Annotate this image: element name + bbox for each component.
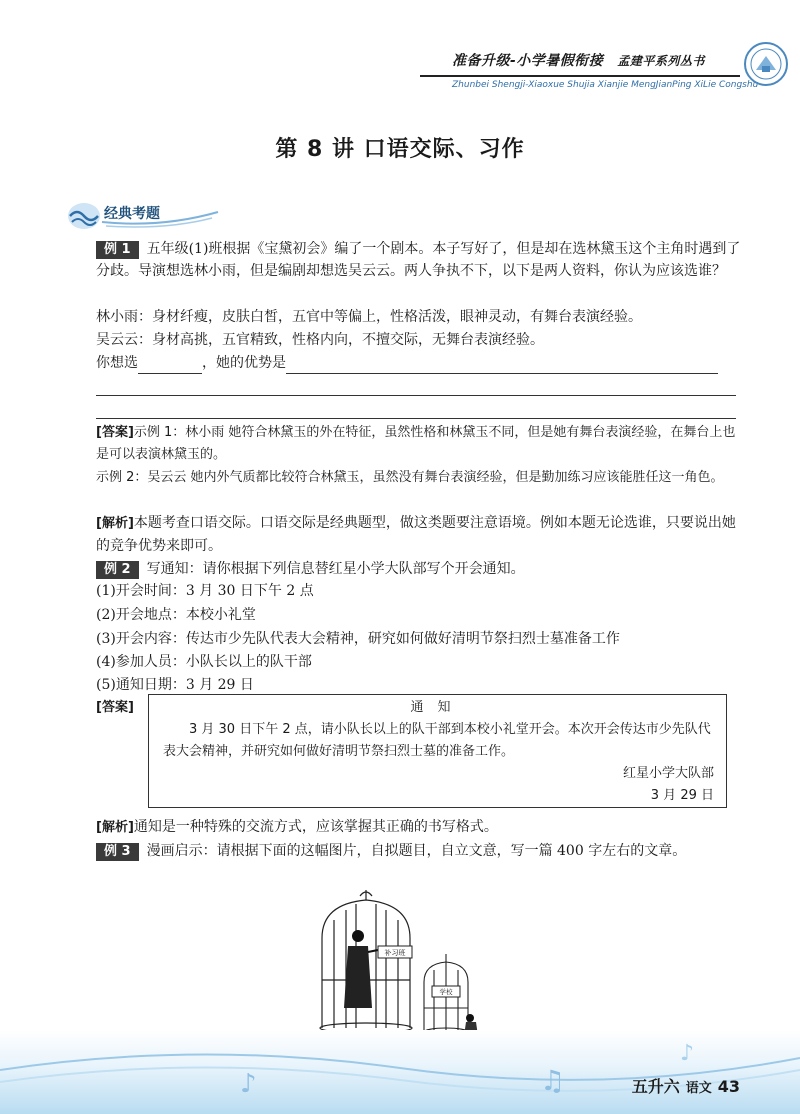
- example-2-tag: 例 2: [96, 561, 139, 579]
- page-number: 43: [717, 1077, 740, 1096]
- notice-title: 通知: [410, 700, 465, 715]
- analysis-1-tag: [解析]: [96, 516, 134, 531]
- page-footer: [632, 1074, 740, 1097]
- analysis-2: [96, 816, 741, 839]
- example-2: [96, 558, 741, 580]
- example-1-tag: 例 1: [96, 241, 139, 259]
- notice-box: [148, 694, 727, 808]
- section-banner: [62, 198, 222, 232]
- example-3-text: 漫画启示：请根据下面的这幅图片，自拟题目，自立文意，写一篇 400 字左右的文章。: [146, 843, 687, 859]
- answer-line-1[interactable]: [96, 395, 736, 396]
- question-prefix: 你想选: [96, 355, 138, 371]
- example-2-item-4: (4)参加人员：小队长以上的队干部: [96, 654, 312, 670]
- answer-1-tag: [答案]: [96, 425, 134, 440]
- analysis-2-text: 通知是一种特殊的交流方式，应该掌握其正确的书写格式。: [133, 819, 498, 835]
- example-1-text: 五年级(1)班根据《宝黛初会》编了一个剧本。本子写好了，但是却在选林黛玉这个主角时遇到了分歧。导演想选林小雨，但是编剧却想选吴云云。两人争执不下，以下是两人资料，你认为应该选谁？: [96, 241, 741, 279]
- cartoon-sign-1: [378, 946, 412, 958]
- analysis-1-text: 本题考查口语交际。口语交际是经典题型，做这类题要注意语境。例如本题无论选谁，只要说出她的竞争优势来即可。: [96, 515, 736, 554]
- music-note-icon: ♪: [680, 1041, 695, 1066]
- answer-blank-reason[interactable]: [286, 357, 718, 374]
- publisher-logo-icon: [742, 40, 790, 88]
- svg-text:学校: 学校: [439, 988, 453, 996]
- answer-blank-name[interactable]: [138, 357, 202, 374]
- example-2-text: 写通知：请你根据下列信息替红星小学大队部写个开会通知。: [146, 561, 525, 577]
- cartoon-birdcage-image: [298, 890, 508, 1040]
- footer-brand: 五升六: [631, 1077, 680, 1096]
- book-title: 准备升级-小学暑假衔接: [452, 53, 604, 69]
- question-line: [96, 352, 741, 374]
- answer-1-sample1: 示例 1：林小雨 她符合林黛玉的外在特征，虽然性格和林黛玉不同，但是她有舞台表演经验，在舞台上也是可以表演林黛玉的。: [96, 425, 736, 462]
- answer-2-tag: [答案]: [96, 700, 134, 715]
- series-name: 孟建平系列丛书: [617, 54, 705, 68]
- music-note-icon: ♫: [540, 1064, 566, 1097]
- lesson-title: 第 8 讲 口语交际、习作: [275, 137, 525, 162]
- example-3-tag: 例 3: [96, 843, 139, 861]
- candidate-lin: 林小雨：身材纤瘦，皮肤白皙，五官中等偏上，性格活泼，眼神灵动，有舞台表演经验。: [96, 309, 642, 325]
- question-middle: ，她的优势是: [202, 355, 286, 371]
- analysis-1: [96, 512, 741, 557]
- notice-signature: 红星小学大队部: [622, 766, 714, 781]
- header-pinyin: Zhunbei Shengji-Xiaoxue Shujia Xianjie MengJianPing XiLie Congshu: [452, 80, 759, 90]
- music-note-icon: ♪: [240, 1069, 257, 1099]
- example-2-item-3: (3)开会内容：传达市少先队代表大会精神，研究如何做好清明节祭扫烈士墓准备工作: [96, 631, 620, 647]
- header-rule: [420, 75, 740, 77]
- notice-body: 3 月 30 日下午 2 点，请小队长以上的队干部到本校小礼堂开会。本次开会传达市少先队代表大会精神，并研究如何做好清明节祭扫烈士墓的准备工作。: [163, 722, 711, 759]
- footer-decoration: [0, 1030, 800, 1114]
- candidate-wu: 吴云云：身材高挑，五官精致，性格内向，不擅交际，无舞台表演经验。: [96, 332, 544, 348]
- footer-subject: 语文: [685, 1081, 712, 1096]
- analysis-2-tag: [解析]: [96, 820, 134, 835]
- example-2-item-5: (5)通知日期：3 月 29 日: [96, 677, 254, 693]
- answer-1-s1: [96, 422, 741, 466]
- answer-1-sample2: 示例 2：吴云云 她内外气质都比较符合林黛玉，虽然没有舞台表演经验，但是勤加练习应该能胜任这一角色。: [96, 470, 724, 485]
- answer-line-2[interactable]: [96, 418, 736, 419]
- example-3: [96, 840, 741, 862]
- example-2-item-2: (2)开会地点：本校小礼堂: [96, 607, 256, 623]
- svg-text:补习班: 补习班: [384, 949, 406, 957]
- cartoon-sign-2: [432, 986, 460, 997]
- example-2-item-1: (1)开会时间：3 月 30 日下午 2 点: [96, 583, 314, 599]
- example-1: [96, 238, 741, 282]
- section-label: 经典考题: [104, 206, 160, 222]
- series-header: [452, 50, 705, 70]
- notice-date: 3 月 29 日: [650, 788, 714, 803]
